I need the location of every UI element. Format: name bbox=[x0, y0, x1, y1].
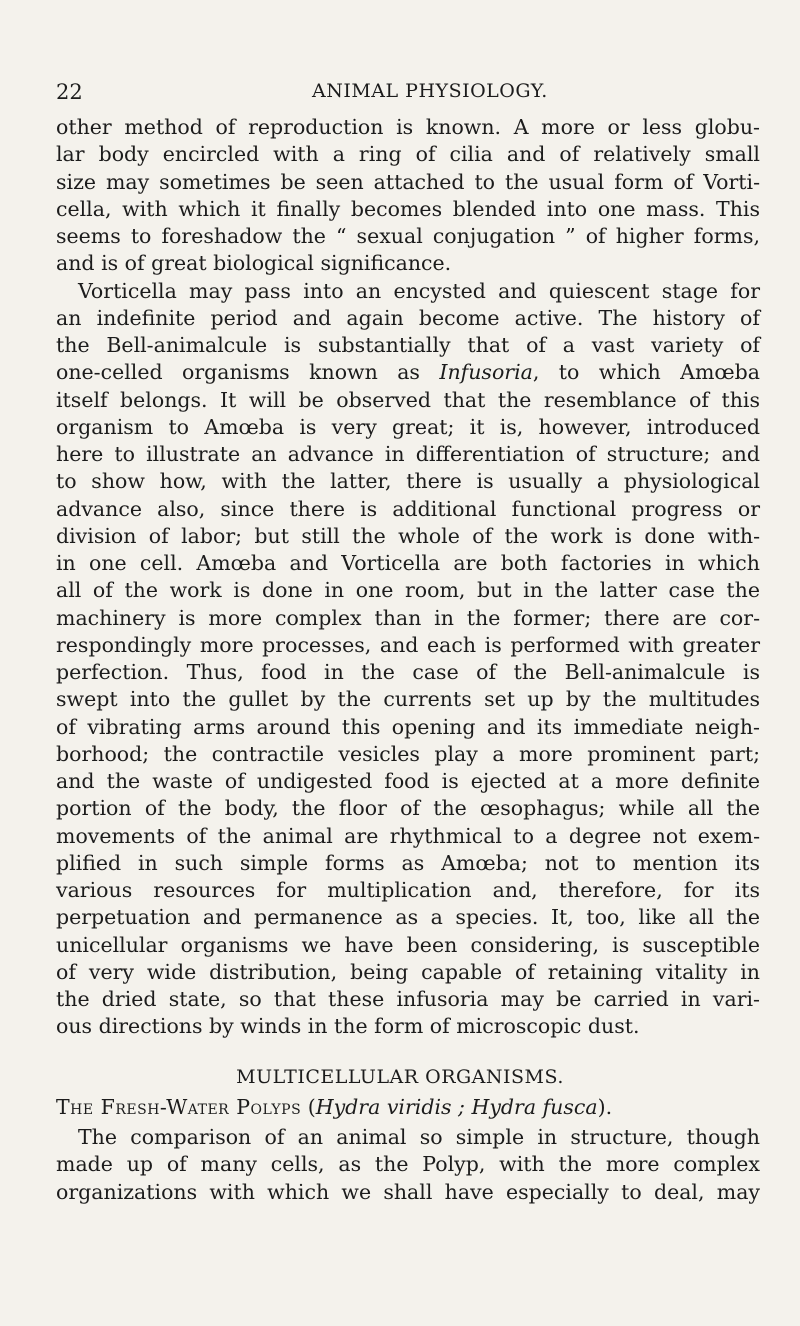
text-line: perpetuation and permanence as a species. It, too, like all the bbox=[56, 905, 760, 930]
text-line: division of labor; but still the whole of the work is done with- bbox=[56, 523, 760, 548]
subheading-open-paren: ( bbox=[307, 1095, 316, 1119]
text-line: movements of the animal are rhythmical to a degree not exem- bbox=[56, 823, 760, 848]
text-line: unicellular organisms we have been considering, is susceptible bbox=[56, 932, 760, 957]
subheading bbox=[56, 1094, 760, 1121]
text-line: and the waste of undigested food is ejected at a more definite bbox=[56, 769, 760, 793]
body-text-continued bbox=[56, 1124, 760, 1206]
text-line: perfection. Thus, food in the case of the Bell-animalcule is bbox=[56, 660, 760, 684]
text-line: to show how, with the latter, there is usually a physiological bbox=[56, 469, 760, 494]
text-line: organism to Amœba is very great; it is, however, introduced bbox=[56, 414, 760, 439]
text-line: in one cell. Amœba and Vorticella are both factories in which bbox=[56, 551, 760, 575]
text-line: here to illustrate an advance in differentiation of structure; and bbox=[56, 442, 760, 466]
text-line: the Bell-animalcule is substantially that of a vast variety of bbox=[56, 333, 760, 357]
subheading-close-paren: ). bbox=[597, 1095, 613, 1119]
text-line: of very wide distribution, being capable of retaining vitality in bbox=[56, 959, 760, 984]
subheading-species: Hydra viridis ; Hydra fusca bbox=[315, 1095, 598, 1119]
text-line: an indefinite period and again become active. The history of bbox=[56, 305, 760, 330]
text-line: ous directions by winds in the form of microscopic dust. bbox=[56, 1014, 640, 1039]
text-line: size may sometimes be seen attached to the usual form of Vorti- bbox=[56, 169, 760, 194]
text-line: seems to foreshadow the “ sexual conjugation ” of higher forms, bbox=[56, 224, 760, 248]
text-line: plified in such simple forms as Amœba; not to mention its bbox=[56, 850, 760, 875]
text-line: organizations with which we shall have especially to deal, may bbox=[56, 1179, 760, 1204]
subheading-label: The Fresh-Water Polyps bbox=[56, 1095, 302, 1119]
text-line: lar body encircled with a ring of cilia and of relatively small bbox=[56, 142, 760, 167]
text-line: Vorticella may pass into an encysted and quiescent stage for bbox=[78, 278, 760, 303]
body-text bbox=[56, 114, 760, 1041]
page-number: 22 bbox=[56, 80, 83, 104]
text-line: advance also, since there is additional functional progress or bbox=[56, 496, 760, 521]
text-line: one-celled organisms known as Infusoria, to which Amœba bbox=[56, 360, 760, 385]
text-line: machinery is more complex than in the former; there are cor- bbox=[56, 605, 760, 630]
running-title: ANIMAL PHYSIOLOGY. bbox=[312, 80, 548, 102]
text-line: borhood; the contractile vesicles play a more prominent part; bbox=[56, 741, 760, 766]
text-line: the dried state, so that these infusoria may be carried in vari- bbox=[56, 987, 760, 1011]
section-heading: MULTICELLULAR ORGANISMS. bbox=[236, 1066, 564, 1088]
running-head bbox=[56, 80, 756, 108]
text-line: various resources for multiplication and, therefore, for its bbox=[56, 878, 760, 902]
text-line: all of the work is done in one room, but in the latter case the bbox=[56, 578, 760, 603]
text-line: itself belongs. It will be observed that the resemblance of this bbox=[56, 387, 760, 412]
text-line: swept into the gullet by the currents set up by the multitudes bbox=[56, 687, 760, 712]
text-line: respondingly more processes, and each is performed with greater bbox=[56, 632, 760, 657]
text-line: and is of great biological significance. bbox=[56, 251, 452, 276]
text-line: other method of reproduction is known. A more or less globu- bbox=[56, 115, 760, 139]
text-line: The comparison of an animal so simple in structure, though bbox=[78, 1125, 760, 1149]
text-line: cella, with which it finally becomes blended into one mass. This bbox=[56, 196, 760, 221]
italic-term: Infusoria bbox=[439, 360, 533, 385]
text-line: made up of many cells, as the Polyp, with the more complex bbox=[56, 1152, 760, 1177]
text-line: portion of the body, the floor of the œsophagus; while all the bbox=[56, 796, 760, 821]
text-line: of vibrating arms around this opening and its immediate neigh- bbox=[56, 714, 760, 739]
